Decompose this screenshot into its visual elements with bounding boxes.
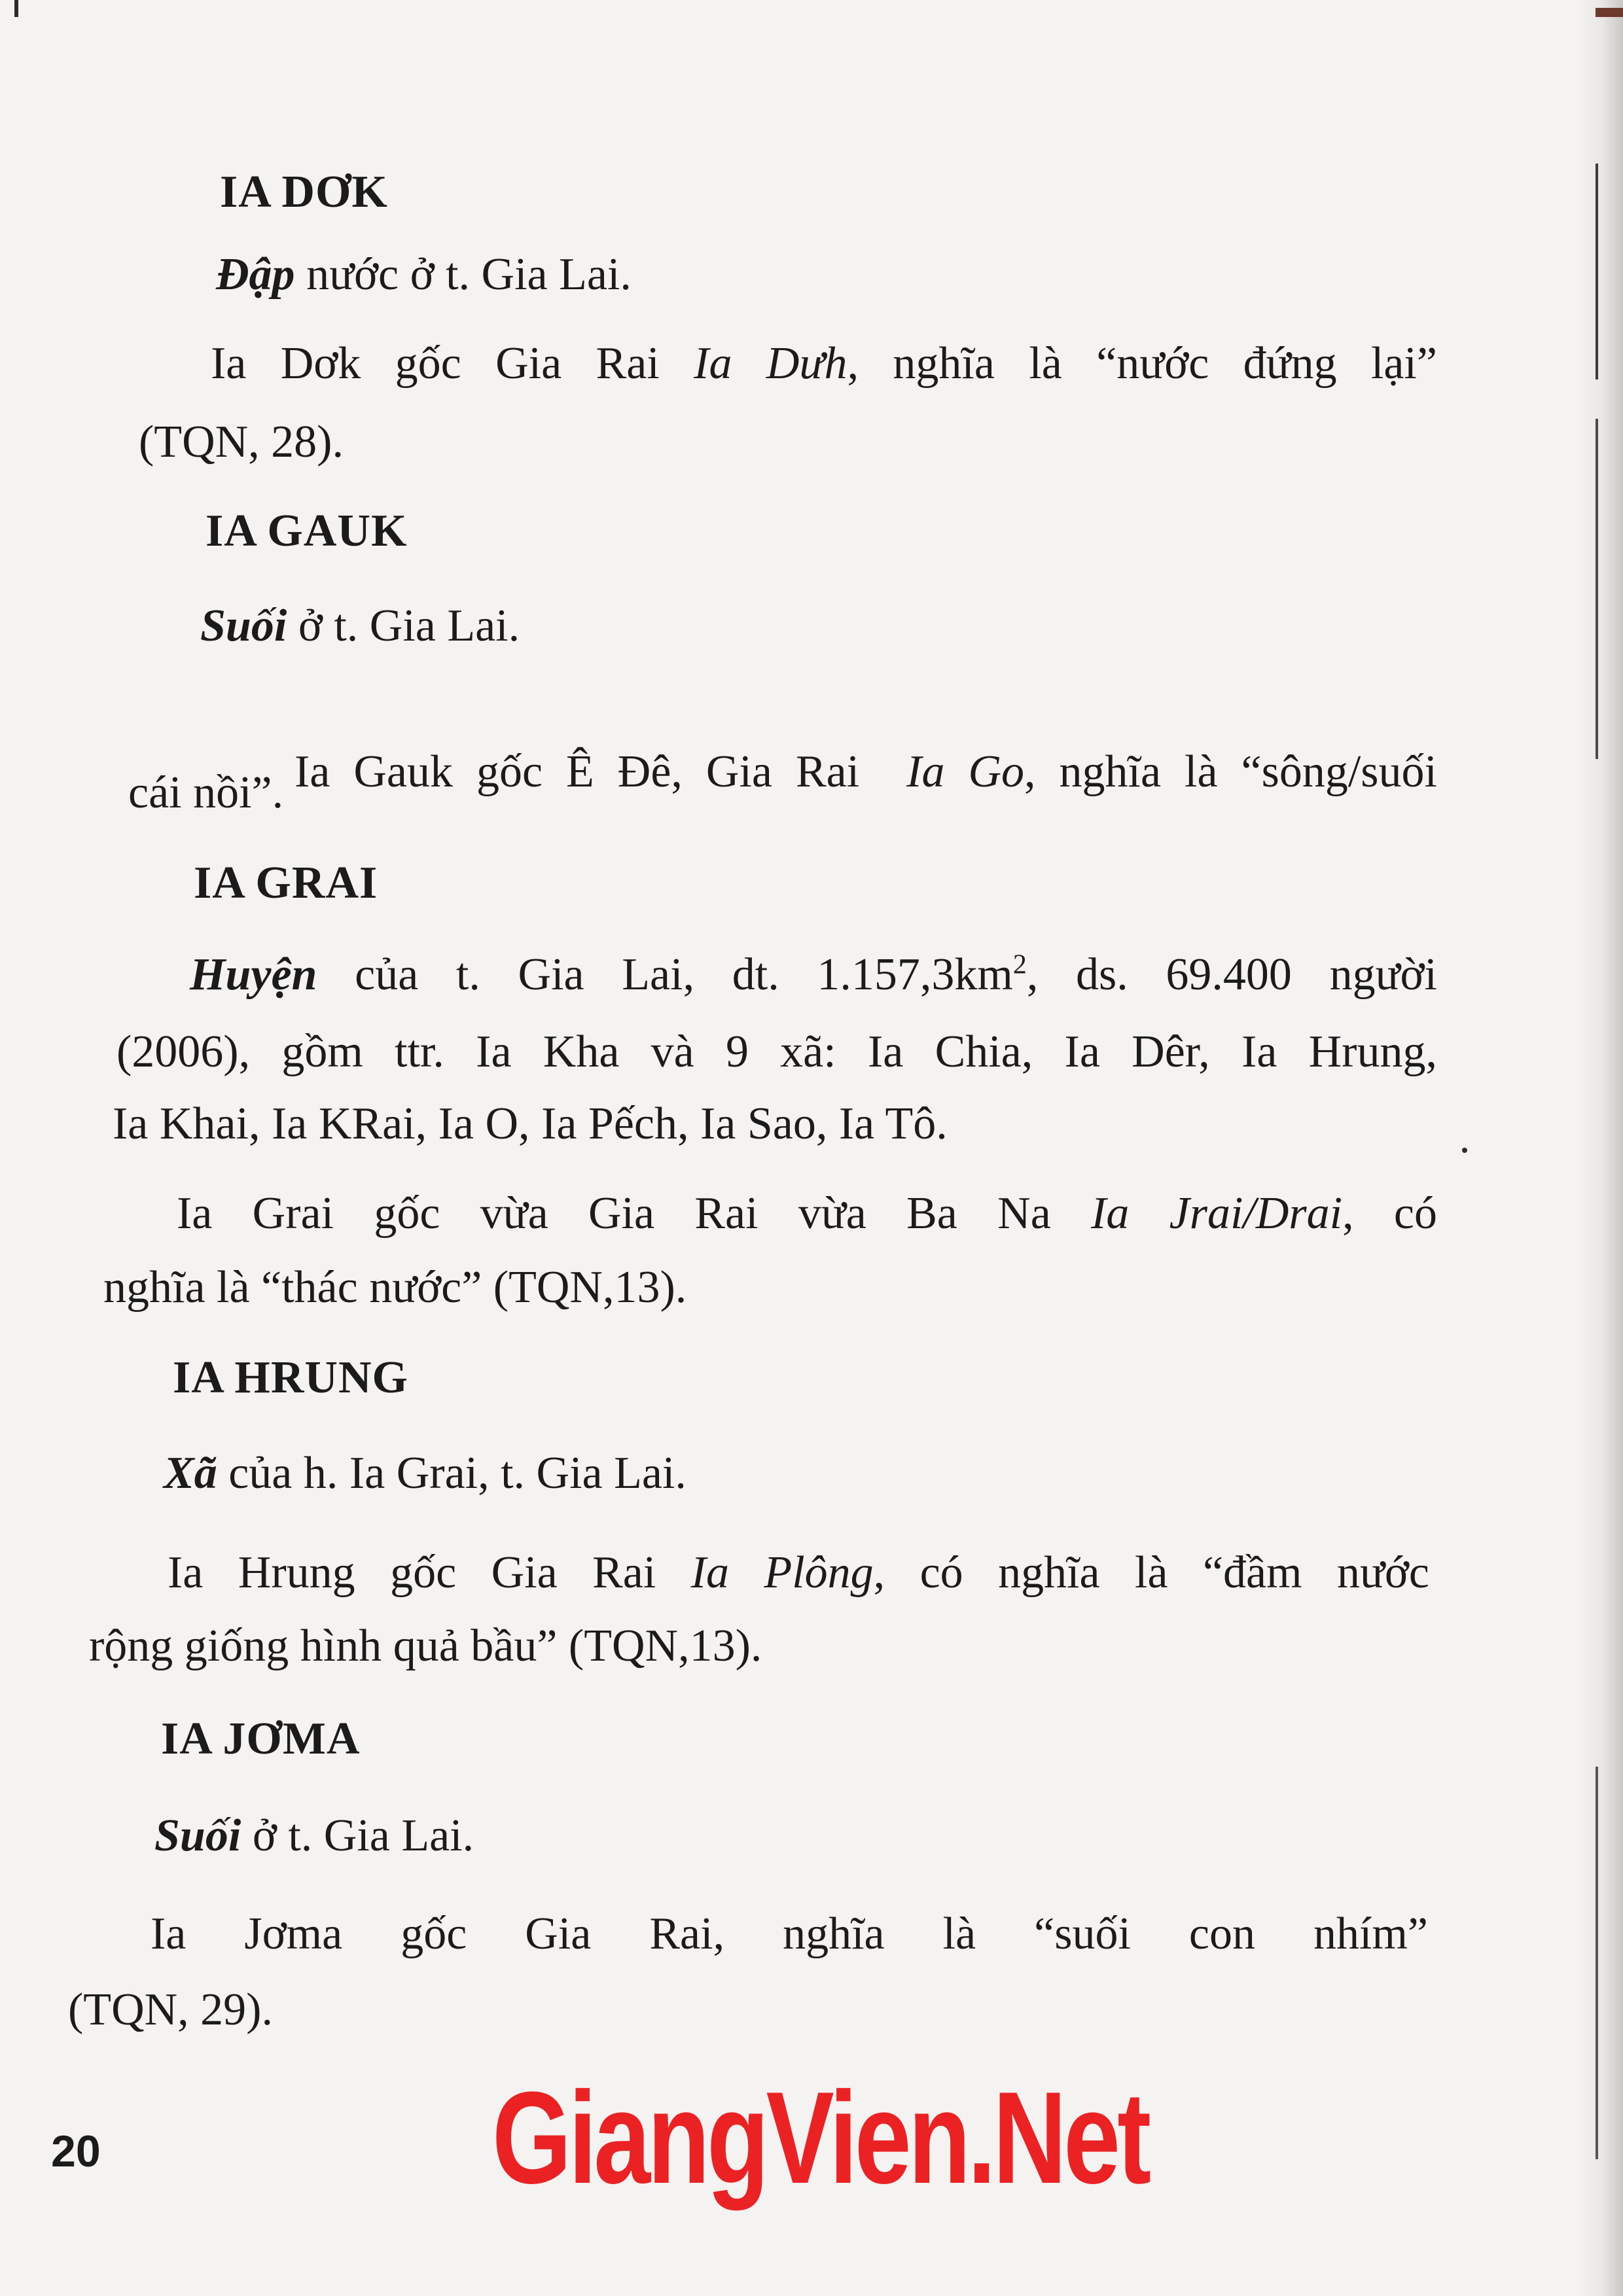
scan-edge-line [1596,419,1598,759]
page-number: 20 [51,2127,101,2176]
source-word: Ia Plông [690,1547,874,1598]
source-word: Ia Go [906,747,1025,797]
entry-definition-line: Ia Khai, Ia KRai, Ia O, Ia Pếch, Ia Sao, Ia Tô. [113,1099,948,1149]
source-word: Ia Dưh [694,338,847,389]
definition-text: của h. Ia Grai, t. Gia Lai. [217,1448,687,1498]
definition-text: ở t. Gia Lai. [287,601,520,651]
entry-etymology-line: Ia Dơk gốc Gia Rai Ia Dưh, nghĩa là “nước đứng lại” [211,338,1438,389]
scan-edge-line [1596,1767,1598,2159]
entry-definition [216,247,632,302]
entry-etymology-line: Ia Hrung gốc Gia Rai Ia Plông, có nghĩa là “đầm nước [168,1547,1430,1598]
entry-etymology-line: Ia Grai gốc vừa Gia Rai vừa Ba Na Ia Jrai/Drai, có [177,1188,1437,1239]
entry-etymology-line: cái nồi”. [128,768,284,818]
entry-type-term: Đập [216,249,295,300]
entry-etymology-line: rộng giống hình quả bầu” (TQN,13). [89,1621,762,1671]
entry-definition [200,599,520,654]
watermark-logo: GiangVien.Net [492,2065,1149,2211]
entry-etymology-line: (TQN, 28). [139,417,344,467]
page-edge-shadow [1577,0,1623,2296]
scan-edge-line [1596,164,1598,380]
entry-etymology-line: Ia Gauk gốc Ê Đê, Gia Rai Ia Go, nghĩa là “sông/suối [294,747,1437,797]
entry-definition: Huyện của t. Gia Lai, dt. $1.157,3km^2$, ds. 69.400 người [190,949,1437,1000]
entry-type-term: Suối [154,1810,241,1861]
entry-etymology-line: Ia Jơma gốc Gia Rai, nghĩa là “suối con nhím” [151,1909,1428,1959]
entry-definition [164,1446,687,1501]
entry-type-term: Xã [164,1448,217,1498]
entry-type-term: Suối [200,601,287,651]
scan-speck [1462,1148,1467,1153]
source-word: Ia Jrai/Drai [1091,1188,1343,1239]
entry-heading: IA HRUNG [173,1352,408,1403]
entry-etymology-line: (TQN, 29). [68,1985,273,2035]
scan-edge-mark [1596,8,1623,17]
entry-heading: IA GRAI [194,858,378,908]
entry-definition-line: (2006), gồm ttr. Ia Kha và 9 xã: Ia Chia, Ia Dêr, Ia Hrung, [116,1027,1437,1077]
entry-heading: IA JƠMA [161,1714,361,1764]
entry-type-term: Huyện [190,949,317,1000]
definition-text: nước ở t. Gia Lai. [294,249,632,300]
scan-edge-mark [14,0,18,17]
entry-heading: IA GAUK [205,506,408,556]
entry-heading: IA DƠK [220,167,388,217]
entry-etymology-line: nghĩa là “thác nước” (TQN,13). [103,1262,687,1313]
entry-definition [154,1809,474,1863]
definition-text: ở t. Gia Lai. [241,1810,474,1861]
